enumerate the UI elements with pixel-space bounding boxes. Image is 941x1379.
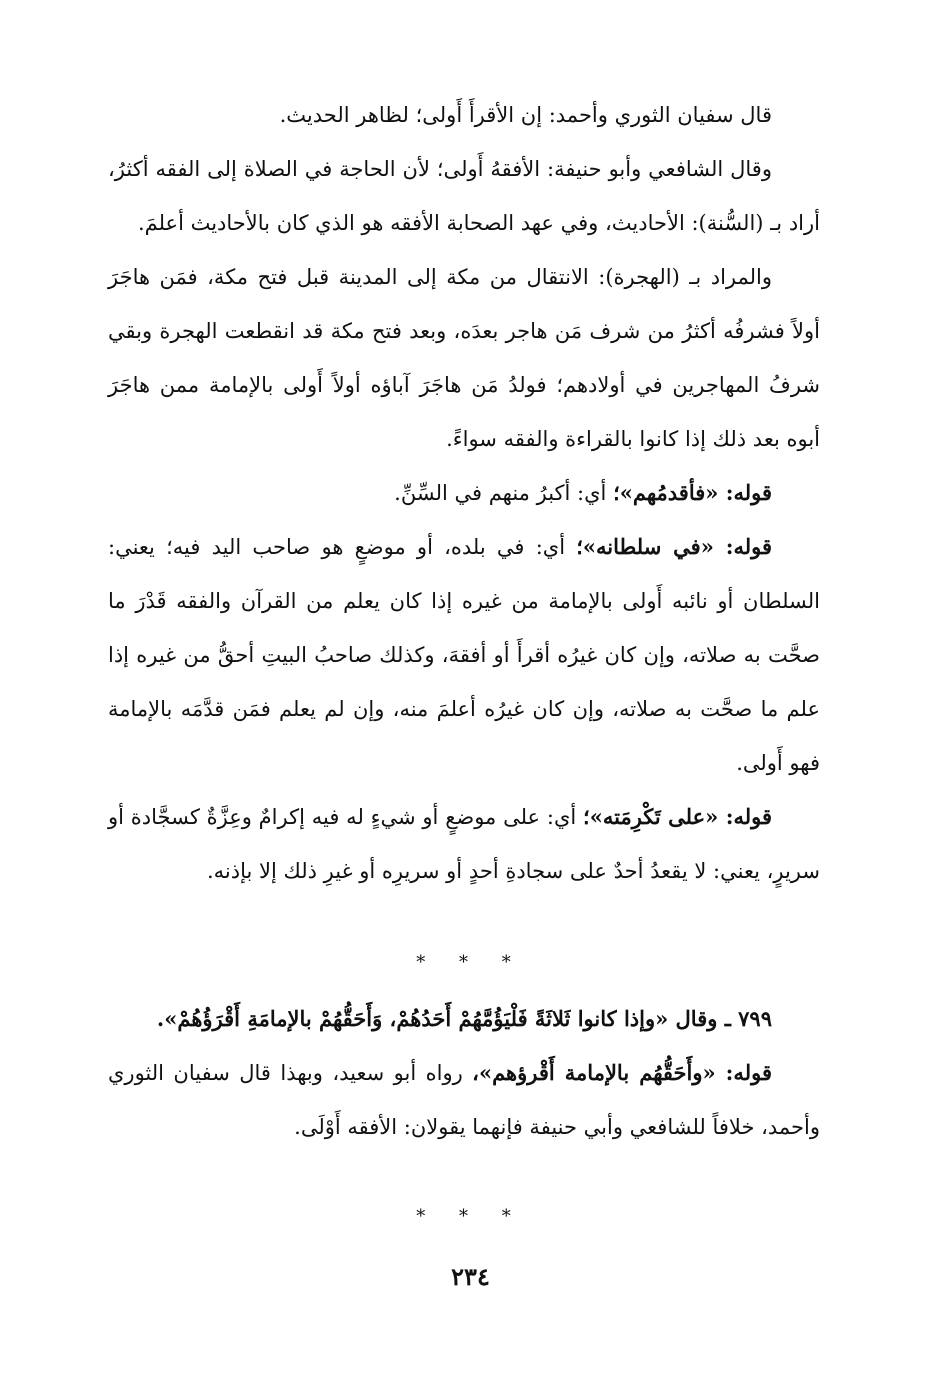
paragraph-takrimatihi xyxy=(108,790,820,898)
section-separator: * * * xyxy=(416,1206,525,1227)
quote-label: قوله: «على تَكْرِمَته»؛ xyxy=(583,804,773,829)
paragraph-text: أي: في بلده، أو موضعٍ هو صاحب اليد فيه؛ يعني: السلطان أو نائبه أَولى بالإمامة من غيره إذا كان يعلم من القرآن والفقه قَدْرَ ما صحَّت به صلاته، وإن كان غيرُه أقرأَ أو أفقهَ، وكذلك صاحبُ البيتِ أحقُّ من غيره إذا علم ما صحَّت به صلاته، وإن كان غيرُه أعلمَ منه، وإن لم يعلم فمَن قدَّمَه بالإمامة فهو أَولى. xyxy=(108,535,820,775)
paragraph-aqdamuhum xyxy=(108,466,820,520)
section-separator: * * * xyxy=(416,952,525,973)
paragraph-opinion-thawri: قال سفيان الثوري وأحمد: إن الأقرأَ أَولى؛ لظاهر الحديث. xyxy=(279,103,772,127)
quote-label: قوله: «في سلطانه»؛ xyxy=(576,534,772,559)
quote-label: قوله: «وأَحَقُّهُم بالإمامة أَقْرؤهم»، xyxy=(472,1060,772,1085)
paragraph-sultanihi xyxy=(108,520,820,790)
hadith-block xyxy=(108,992,820,1154)
hadith-text: ٧٩٩ ـ وقال «وإذا كانوا ثَلاثَةً فَلْيَؤُمَّهُمْ أَحَدُهُمْ، وَأَحَقُّهُمْ بالإمامَةِ أَقْرَؤُهُمْ». xyxy=(156,1006,772,1031)
paragraph-text: رواه أبو سعيد، وبهذا قال سفيان الثوري وأحمد، خلافاً للشافعي وأبي حنيفة فإنهما يقولان: الأفقه أَوْلَى. xyxy=(108,1061,820,1139)
paragraph-ahaqquhum xyxy=(108,1046,820,1154)
commentary-block xyxy=(108,88,820,898)
paragraph-opinion-shafii: وقال الشافعي وأبو حنيفة: الأفقهُ أَولى؛ لأن الحاجة في الصلاة إلى الفقه أكثرُ، أراد بـ (السُّنة): الأحاديث، وفي عهد الصحابة الأفقه هو الذي كان بالأحاديث أعلمَ. xyxy=(108,157,820,235)
paragraph-text: أي: على موضعٍ أو شيءٍ له فيه إكرامٌ وعِزَّةٌ كسجَّادة أو سريرٍ، يعني: لا يقعدُ أحدٌ على سجادةِ أحدٍ أو سريرِه أو غيرِ ذلك إلا بإذنه. xyxy=(108,805,820,883)
quote-label: قوله: «فأقدمُهم»؛ xyxy=(613,480,772,505)
paragraph-hijra: والمراد بـ (الهجرة): الانتقال من مكة إلى المدينة قبل فتح مكة، فمَن هاجَرَ أولاً فشرفُه أكثرُ من شرف مَن هاجر بعدَه، وبعد فتح مكة قد انقطعت الهجرة وبقي شرفُ المهاجرين في أولادهم؛ فولدُ مَن هاجَرَ آباؤه أولاً أَولى بالإمامة ممن هاجَرَ أبوه بعد ذلك إذا كانوا بالقراءة والفقه سواءً. xyxy=(108,265,820,451)
page-number: ٢٣٤ xyxy=(451,1262,490,1291)
paragraph-text: أي: أكبرُ منهم في السِّنِّ. xyxy=(394,481,614,505)
